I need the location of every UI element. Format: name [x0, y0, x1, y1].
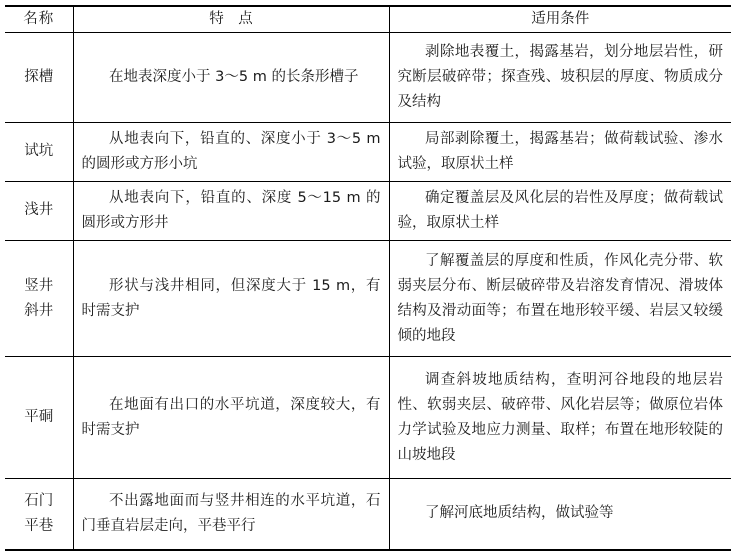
header-name: 名称 [5, 6, 73, 33]
table-row [5, 181, 731, 241]
row-name-cell [5, 241, 73, 357]
row-features: 从地表向下，铅直的、深度 5～15 m 的圆形或方形井 [73, 181, 389, 241]
row-name-cell [5, 33, 73, 123]
row-name: 竖井 [24, 277, 54, 294]
row-conditions: 剥除地表覆土，揭露基岩，划分地层岩性，研究断层破碎带；探查残、坡积层的厚度、物质成分及结构 [389, 33, 731, 123]
row-name: 石门 [24, 492, 54, 509]
row-name-cell [5, 181, 73, 241]
header-conditions: 适用条件 [389, 6, 731, 33]
table-row [5, 122, 731, 181]
row-conditions: 了解河底地质结构，做试验等 [389, 478, 731, 550]
row-name: 探槽 [24, 68, 54, 85]
row-features: 在地面有出口的水平坑道，深度较大，有时需支护 [73, 357, 389, 478]
table-row [5, 357, 731, 478]
row-conditions: 调查斜坡地质结构，查明河谷地段的地层岩性、软弱夹层、破碎带、风化岩层等；做原位岩体力学试验及地应力测量、取样；布置在地形较陡的山坡地段 [389, 357, 731, 478]
row-name-cell [5, 122, 73, 181]
row-conditions: 确定覆盖层及风化层的岩性及厚度；做荷载试验，取原状土样 [389, 181, 731, 241]
row-name-cell [5, 478, 73, 550]
row-name-2: 平巷 [24, 517, 54, 534]
table-row [5, 33, 731, 123]
row-features: 形状与浅井相同，但深度大于 15 m，有时需支护 [73, 241, 389, 357]
row-name: 平硐 [24, 409, 54, 426]
row-conditions: 了解覆盖层的厚度和性质，作风化壳分带、软弱夹层分布、断层破碎带及岩溶发育情况、滑坡体结构及滑动面等；布置在地形较平缓、岩层又较缓倾的地段 [389, 241, 731, 357]
table-header-row [5, 6, 731, 33]
row-features: 在地表深度小于 3～5 m 的长条形槽子 [73, 33, 389, 123]
exploration-methods-table [5, 5, 731, 551]
row-name-2: 斜井 [24, 302, 54, 319]
row-name: 试坑 [24, 143, 54, 160]
row-features: 从地表向下，铅直的、深度小于 3～5 m 的圆形或方形小坑 [73, 122, 389, 181]
header-features: 特 点 [73, 6, 389, 33]
row-conditions: 局部剥除覆土，揭露基岩；做荷载试验、渗水试验，取原状土样 [389, 122, 731, 181]
row-name-cell [5, 357, 73, 478]
row-name: 浅井 [24, 202, 54, 219]
row-features: 不出露地面而与竖井相连的水平坑道，石门垂直岩层走向，平巷平行 [73, 478, 389, 550]
table-row [5, 478, 731, 550]
table-row [5, 241, 731, 357]
